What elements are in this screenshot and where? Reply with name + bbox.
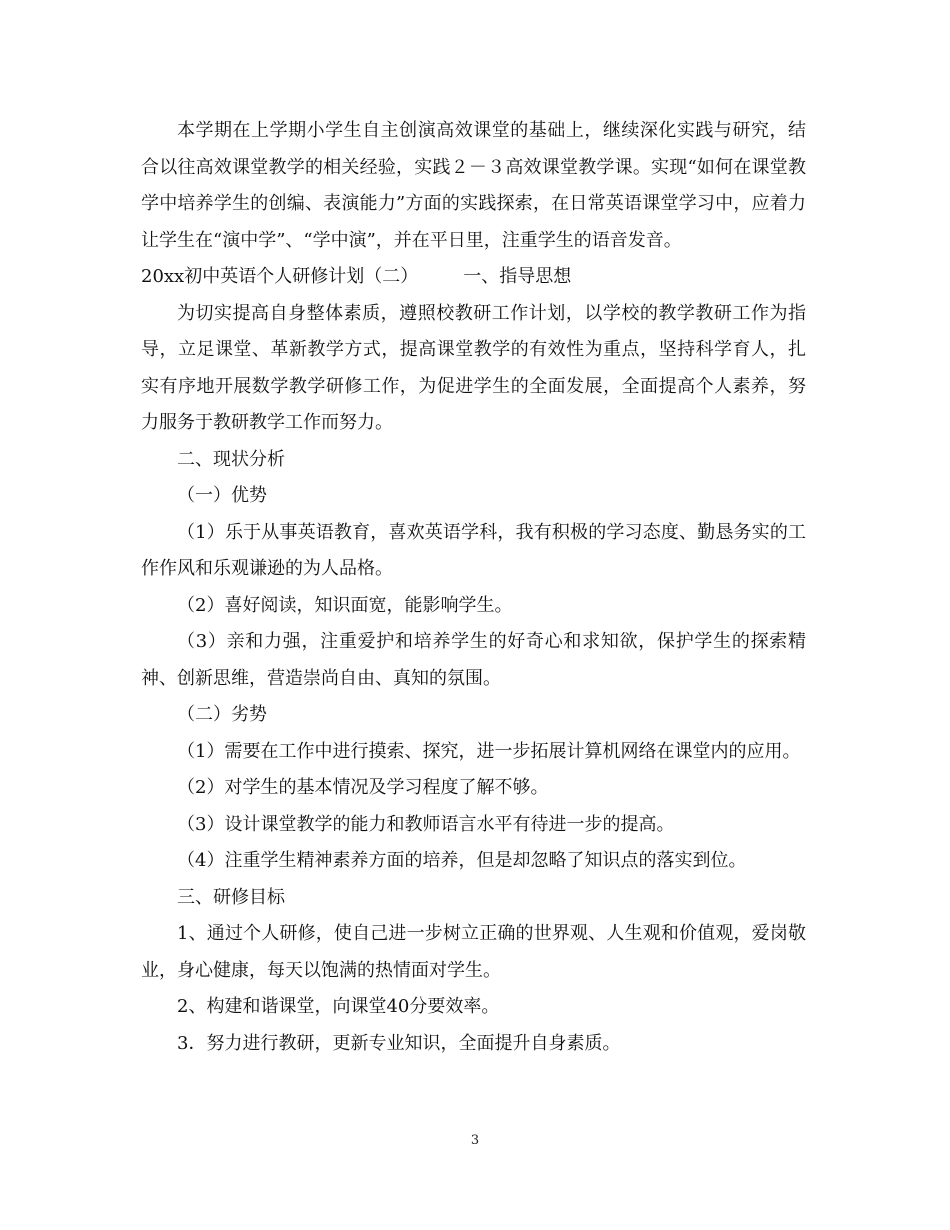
page-number: 3	[470, 1133, 480, 1148]
section-title-plan-two: 20xx初中英语个人研修计划（二） 一、指导思想	[141, 266, 572, 288]
list-item-goal-3: 3．努力进行教研，更新专业知识，全面提升自身素质。	[177, 1032, 621, 1054]
heading-study-goals: 三、研修目标	[177, 886, 285, 908]
list-item-weakness-4: （4）注重学生精神素养方面的培养，但是却忽略了知识点的落实到位。	[177, 850, 747, 872]
document-body	[141, 113, 806, 1062]
list-item-weakness-1: （1）需要在工作中进行摸索、探究，进一步拓展计算机网络在课堂内的应用。	[177, 740, 801, 762]
list-item-strength-3: （3）亲和力强，注重爱护和培养学生的好奇心和求知欲，保护学生的探索精神、创新思维，营造崇尚自由、真知的氛围。	[141, 631, 806, 689]
heading-status-analysis: 二、现状分析	[177, 448, 285, 470]
subheading-weaknesses: （二）劣势	[177, 704, 267, 726]
subheading-strengths: （一）优势	[177, 485, 267, 507]
list-item-weakness-3: （3）设计课堂教学的能力和教师语言水平有待进一步的提高。	[177, 813, 675, 835]
list-item-goal-1: 1、通过个人研修，使自己进一步树立正确的世界观、人生观和价值观，爱岗敬业，身心健康，每天以饱满的热情面对学生。	[141, 923, 806, 981]
list-item-weakness-2: （2）对学生的基本情况及学习程度了解不够。	[177, 777, 549, 799]
paragraph-intro: 本学期在上学期小学生自主创演高效课堂的基础上，继续深化实践与研究，结合以往高效课堂教学的相关经验，实践２－３高效课堂教学课。实现“如何在课堂教学中培养学生的创编、表演能力”方面的实践探索，在日常英语课堂学习中，应着力让学生在“演中学”、“学中演”，并在平日里，注重学生的语音发音。	[141, 120, 806, 251]
list-item-strength-2: （2）喜好阅读，知识面宽，能影响学生。	[177, 594, 513, 616]
list-item-goal-2: 2、构建和谐课堂，向课堂40分要效率。	[177, 996, 500, 1018]
paragraph-guiding-thought: 为切实提高自身整体素质，遵照校教研工作计划，以学校的教学教研工作为指导，立足课堂、革新教学方式，提高课堂教学的有效性为重点，坚持科学育人，扎实有序地开展数学教学研修工作，为促进学生的全面发展，全面提高个人素养，努力服务于教研教学工作而努力。	[141, 302, 806, 434]
list-item-strength-1: （1）乐于从事英语教育，喜欢英语学科，我有积极的学习态度、勤恳务实的工作作风和乐观谦逊的为人品格。	[141, 521, 806, 580]
